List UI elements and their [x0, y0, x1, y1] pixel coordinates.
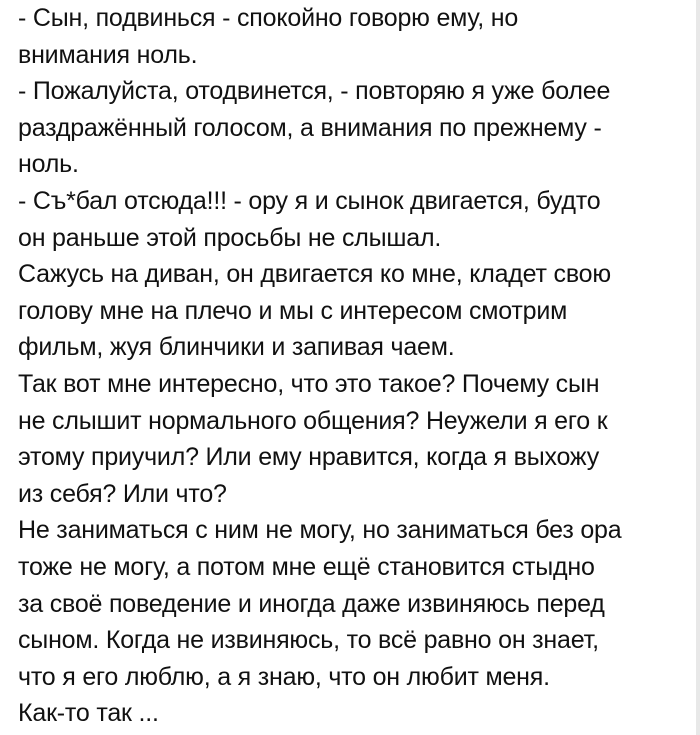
text-line: Так вот мне интересно, что это такое? Почему сын [18, 369, 600, 398]
text-line: сыном. Когда не извиняюсь, то всё равно он знает, [18, 626, 599, 655]
text-line: - Съ*бал отсюда!!! - ору я и сынок двигается, будто [18, 186, 601, 215]
text-line: тоже не могу, а потом мне ещё становится стыдно [18, 552, 595, 581]
text-line: за своё поведение и иногда даже извиняюсь перед [18, 589, 605, 618]
text-line: Сажусь на диван, он двигается ко мне, кладет свою [18, 260, 611, 289]
text-line: этому приучил? Или ему нравится, когда я выхожу [18, 443, 600, 472]
text-line: Как-то так ... [18, 699, 159, 728]
text-line: он раньше этой просьбы не слышал. [18, 223, 442, 252]
text-line: - Пожалуйста, отодвинется, - повторяю я уже более [18, 77, 611, 106]
text-line: из себя? Или что? [18, 479, 227, 508]
edge-divider [696, 0, 700, 735]
text-line: фильм, жуя блинчики и запивая чаем. [18, 333, 455, 362]
text-line: раздражённый голосом, а внимания по прежнему - [18, 113, 602, 142]
text-line: не слышит нормального общения? Неужели я его к [18, 406, 608, 435]
post-text [18, 0, 694, 732]
text-line: - Сын, подвинься - спокойно говорю ему, но [18, 4, 519, 32]
text-line: внимания ноль. [18, 40, 198, 69]
text-line: голову мне на плечо и мы с интересом смотрим [18, 296, 568, 325]
text-line: Не заниматься с ним не могу, но заниматься без ора [18, 516, 622, 545]
text-line: ноль. [18, 150, 79, 179]
text-line: что я его люблю, а я знаю, что он любит меня. [18, 662, 550, 691]
